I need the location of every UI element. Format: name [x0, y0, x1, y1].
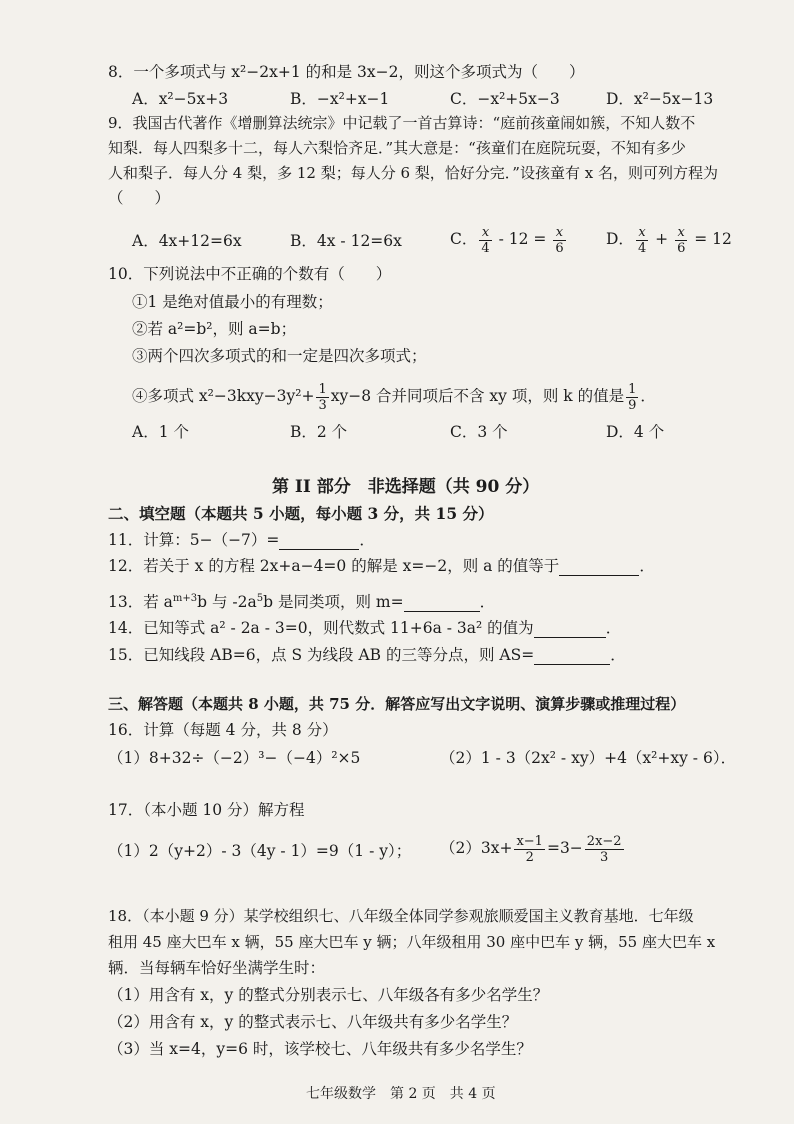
q8-stem: 8．一个多项式与 x²−2x+1 的和是 3x−2，则这个多项式为（ ） — [108, 63, 585, 81]
q8-option-c: C．−x²+5x−3 — [450, 90, 560, 108]
answer-blank — [534, 621, 606, 638]
q10-option-b: B．2 个 — [290, 423, 348, 441]
q18-line1: 18．（本小题 9 分）某学校组织七、八年级全体同学参观旅顺爱国主义教育基地．七年级 — [108, 907, 694, 925]
q17-part2: （2）3x+ $\frac{x-1}{2}$ =3− $\frac{2x-2}{3}$ — [440, 833, 622, 865]
q8-option-d: D．x²−5x−13 — [606, 90, 714, 108]
section3-title: 三、解答题（本题共 8 小题，共 75 分．解答应写出文字说明、演算步骤或推理过程） — [108, 695, 686, 713]
q8-option-b: B．−x²+x−1 — [290, 90, 390, 108]
answer-blank — [534, 648, 610, 665]
page-footer: 七年级数学 第 2 页 共 4 页 — [306, 1086, 496, 1102]
section2-title: 二、填空题（本题共 5 小题，每小题 3 分，共 15 分） — [108, 504, 494, 523]
q10-stem: 10．下列说法中不正确的个数有（ ） — [108, 265, 392, 283]
q9-option-a: A．4x+12=6x — [132, 232, 242, 250]
fraction: $\frac{1}{3}$ — [318, 381, 327, 413]
q10-statement-4: ④多项式 x²−3kxy−3y²+ $\frac{1}{3}$ xy−8 合并同项后不含 xy 项，则 k 的值是 $\frac{1}{9}$ ． — [132, 381, 656, 413]
q8-option-a: A．x²−5x+3 — [132, 90, 229, 108]
q16-part2: （2）1 - 3（2x² - xy）+4（x²+xy - 6）． — [440, 749, 737, 767]
q18-part3: （3）当 x=4，y=6 时，该学校七、八年级共有多少名学生？ — [108, 1040, 532, 1058]
part2-title: 第 II 部分 非选择题（共 90 分） — [272, 477, 540, 497]
fraction: $\frac{x}{4}$ — [637, 224, 647, 256]
fraction: $\frac{1}{9}$ — [628, 381, 637, 413]
fraction: $\frac{x}{6}$ — [677, 224, 686, 256]
q16-part1: （1）8+32÷（−2）³−（−4）²×5 — [108, 749, 361, 767]
q9-line1: 9．我国古代著作《增删算法统宗》中记载了一首古算诗：“庭前孩童闹如簇，不知人数不 — [108, 114, 696, 132]
q9-option-b: B．4x - 12=6x — [290, 232, 402, 250]
q9-line4: （ ） — [108, 189, 171, 207]
q15: 15．已知线段 AB=6，点 S 为线段 AB 的三等分点，则 AS= ． — [108, 646, 626, 664]
q10-option-a: A．1 个 — [132, 423, 189, 441]
fraction: $\frac{2x-2}{3}$ — [586, 833, 622, 865]
q13: 13．若 $a^{m+3}b$ 与 $-2a^5b$ 是同类项，则 m= ． — [108, 592, 496, 611]
q18-part2: （2）用含有 x，y 的整式表示七、八年级共有多少名学生？ — [108, 1013, 518, 1031]
q10-option-d: D．4 个 — [606, 423, 665, 441]
q16-stem: 16．计算（每题 4 分，共 8 分） — [108, 721, 338, 739]
q17-stem: 17．（本小题 10 分）解方程 — [108, 801, 305, 819]
q11: 11．计算：5−（−7）= ． — [108, 531, 375, 549]
q10-statement-3: ③两个四次多项式的和一定是四次多项式； — [132, 347, 427, 365]
q10-statement-2: ②若 a²=b²，则 a=b； — [132, 320, 297, 338]
q10-option-c: C．3 个 — [450, 423, 508, 441]
q10-statement-1: ①1 是绝对值最小的有理数； — [132, 293, 333, 311]
q9-option-c: C． $\frac{x}{4}$ - 12 = $\frac{x}{6}$ — [450, 224, 564, 256]
q17-part1: （1）2（y+2）- 3（4y - 1）=9（1 - y）； — [108, 842, 412, 860]
fraction: $\frac{x}{6}$ — [555, 224, 564, 256]
q14: 14．已知等式 a² - 2a - 3=0，则代数式 11+6a - 3a² 的值为 ． — [108, 619, 622, 637]
q18-line2: 租用 45 座大巴车 x 辆，55 座大巴车 y 辆；八年级租用 30 座中巴车 y 辆，55 座大巴车 x — [108, 933, 716, 951]
answer-blank — [279, 533, 359, 550]
answer-blank — [404, 595, 480, 612]
q9-option-d: D． $\frac{x}{4}$ + $\frac{x}{6}$ = 12 — [606, 224, 732, 256]
q9-line2: 知梨．每人四梨多十二，每人六梨恰齐足．”其大意是：“孩童们在庭院玩耍，不知有多少 — [108, 139, 686, 157]
q9-line3: 人和梨子．每人分 4 梨，多 12 梨；每人分 6 梨，恰好分完．”设孩童有 x 名，则可列方程为 — [108, 164, 718, 182]
fraction: $\frac{x-1}{2}$ — [516, 833, 543, 865]
fraction: $\frac{x}{4}$ — [481, 224, 490, 256]
q18-part1: （1）用含有 x，y 的整式分别表示七、八年级各有多少名学生？ — [108, 986, 549, 1004]
answer-blank — [559, 559, 639, 576]
q18-line3: 辆．当每辆车恰好坐满学生时： — [108, 959, 326, 977]
q12: 12．若关于 x 的方程 2x+a−4=0 的解是 x=−2，则 a 的值等于 ． — [108, 557, 655, 575]
